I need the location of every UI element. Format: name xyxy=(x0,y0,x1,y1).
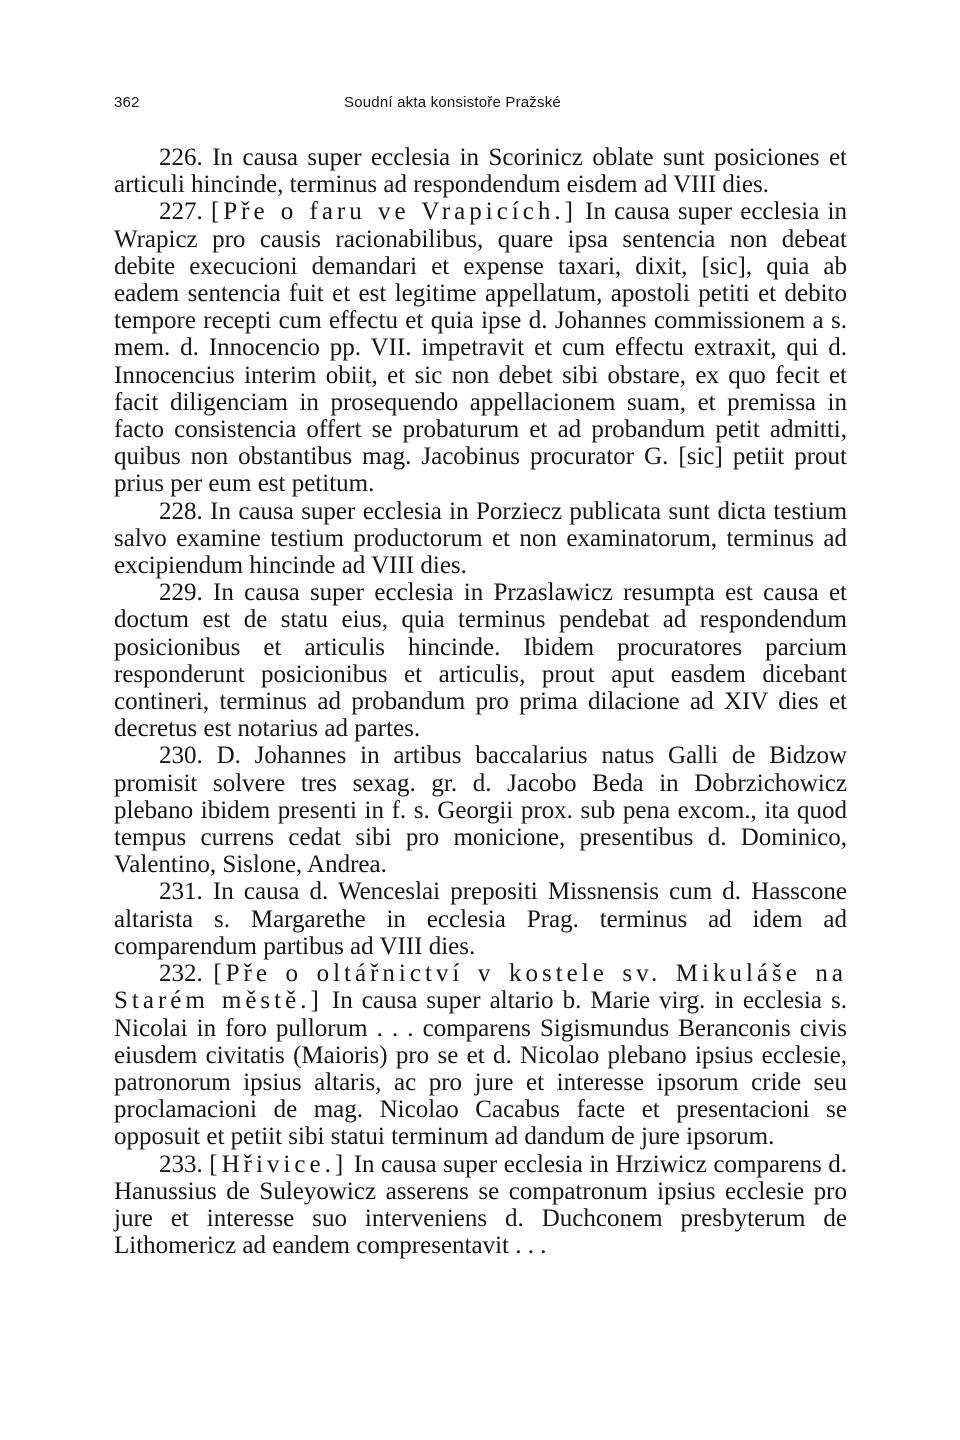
entry-text: In causa super ecclesia in Porziecz publicata sunt dicta testium salvo examine testium productorum et non examinatorum, terminus ad excipiendum hincinde ad VIII dies. xyxy=(114,497,848,580)
page-number: 362 xyxy=(114,94,140,111)
entry-number: 227. xyxy=(159,198,203,226)
entry-text: In causa super ecclesia in Przaslawicz resumpta est causa et doctum est de statu eius, quia terminus pendebat ad respondendum posicionibus et articulis hincinde. Ibidem procuratores parcium responderunt posicionibus et articulis, prout aput easdem dicebant contineri, terminus ad probandum pro prima dilacione ad XIV dies et decretus est notarius ad partes. xyxy=(114,579,848,743)
entry-text: In causa super ecclesia in Hrziwicz comparens d. Hanussius de Suleyowicz asserens se compatronum ipsius ecclesie pro jure et interesse suo interveniens d. Duchconem presbyterum de Lithomericz ad eandem compresentavit . . . xyxy=(114,1150,848,1260)
entry-233 xyxy=(114,1151,847,1260)
entry-heading: [Pře o faru ve Vrapicích.] xyxy=(210,198,577,226)
entry-228 xyxy=(114,498,847,580)
entry-text: In causa super ecclesia in Scorinicz oblate sunt posiciones et articuli hincinde, terminus ad respondendum eisdem ad VIII dies. xyxy=(114,144,848,199)
entry-text: In causa super altario b. Marie virg. in ecclesia s. Nicolai in foro pullorum . . . comparens Sigismundus Beranconis civis eiusdem civitatis (Maioris) pro se et d. Nicolao plebano ipsius ecclesie, patronorum ipsius altaris, ac pro jure et interesse ipsorum cride seu proclamacioni de mag. Nicolao Cacabus facte et presentacioni se opposuit et petiit sibi statui terminum ad dandum de jure ipsorum. xyxy=(114,987,848,1151)
entry-229 xyxy=(114,579,847,742)
entry-text: D. Johannes in artibus baccalarius natus Galli de Bidzow promisit solvere tres sexag. gr. d. Jacobo Beda in Dobrzichowicz plebano ibidem presenti in f. s. Georgii prox. sub pena excom., ita quod tempus currens cedat sibi pro monicione, presentibus d. Dominico, Valentino, Sislone, Andrea. xyxy=(114,742,848,879)
entry-number: 226. xyxy=(159,144,203,171)
entry-number: 228. xyxy=(159,497,203,525)
document-body xyxy=(114,144,847,1259)
entry-text: In causa d. Wenceslai prepositi Missnensis cum d. Hasscone altarista s. Margarethe in ecclesia Prag. terminus ad idem ad comparendum partibus ad VIII dies. xyxy=(114,878,847,960)
entry-heading: [Hřivice.] xyxy=(209,1150,348,1178)
entry-232 xyxy=(114,960,847,1150)
entry-231 xyxy=(114,878,847,960)
entry-heading: [Pře o oltářnictví v kostele sv. Mikuláše na Starém městě.] xyxy=(114,960,847,1015)
entry-number: 233. xyxy=(159,1150,203,1178)
entry-number: 229. xyxy=(159,579,203,607)
entry-226 xyxy=(114,144,847,198)
entry-text: In causa super ecclesia in Wrapicz pro causis racionabilibus, quare ipsa sentencia non debeat debite execucioni demandari et expense taxari, dixit, [sic], quia ab eadem sentencia fuit et est legitime appellatum, apostoli petiti et debito tempore recepti cum effectu et quia ipse d. Johannes commissionem a s. mem. d. Innocencio pp. VII. impetravit et cum effectu extraxit, qui d. Innocencius interim obiit, et sic non debet sibi obstare, ex quo fecit et facit diligenciam in prosequendo appellacionem suam, et premissa in facto consistencia offert se probaturum et ad probandum petit admitti, quibus non obstantibus mag. Jacobinus procurator G. [sic] petiit prout prius per eum est petitum. xyxy=(114,198,847,498)
entry-number: 230. xyxy=(159,742,203,770)
entry-number: 232. xyxy=(159,960,203,988)
entry-number: 231. xyxy=(159,878,203,906)
entry-227 xyxy=(114,198,847,497)
page-header xyxy=(114,94,848,118)
running-title: Soudní akta konsistoře Pražské xyxy=(344,94,561,111)
entry-230 xyxy=(114,742,847,878)
